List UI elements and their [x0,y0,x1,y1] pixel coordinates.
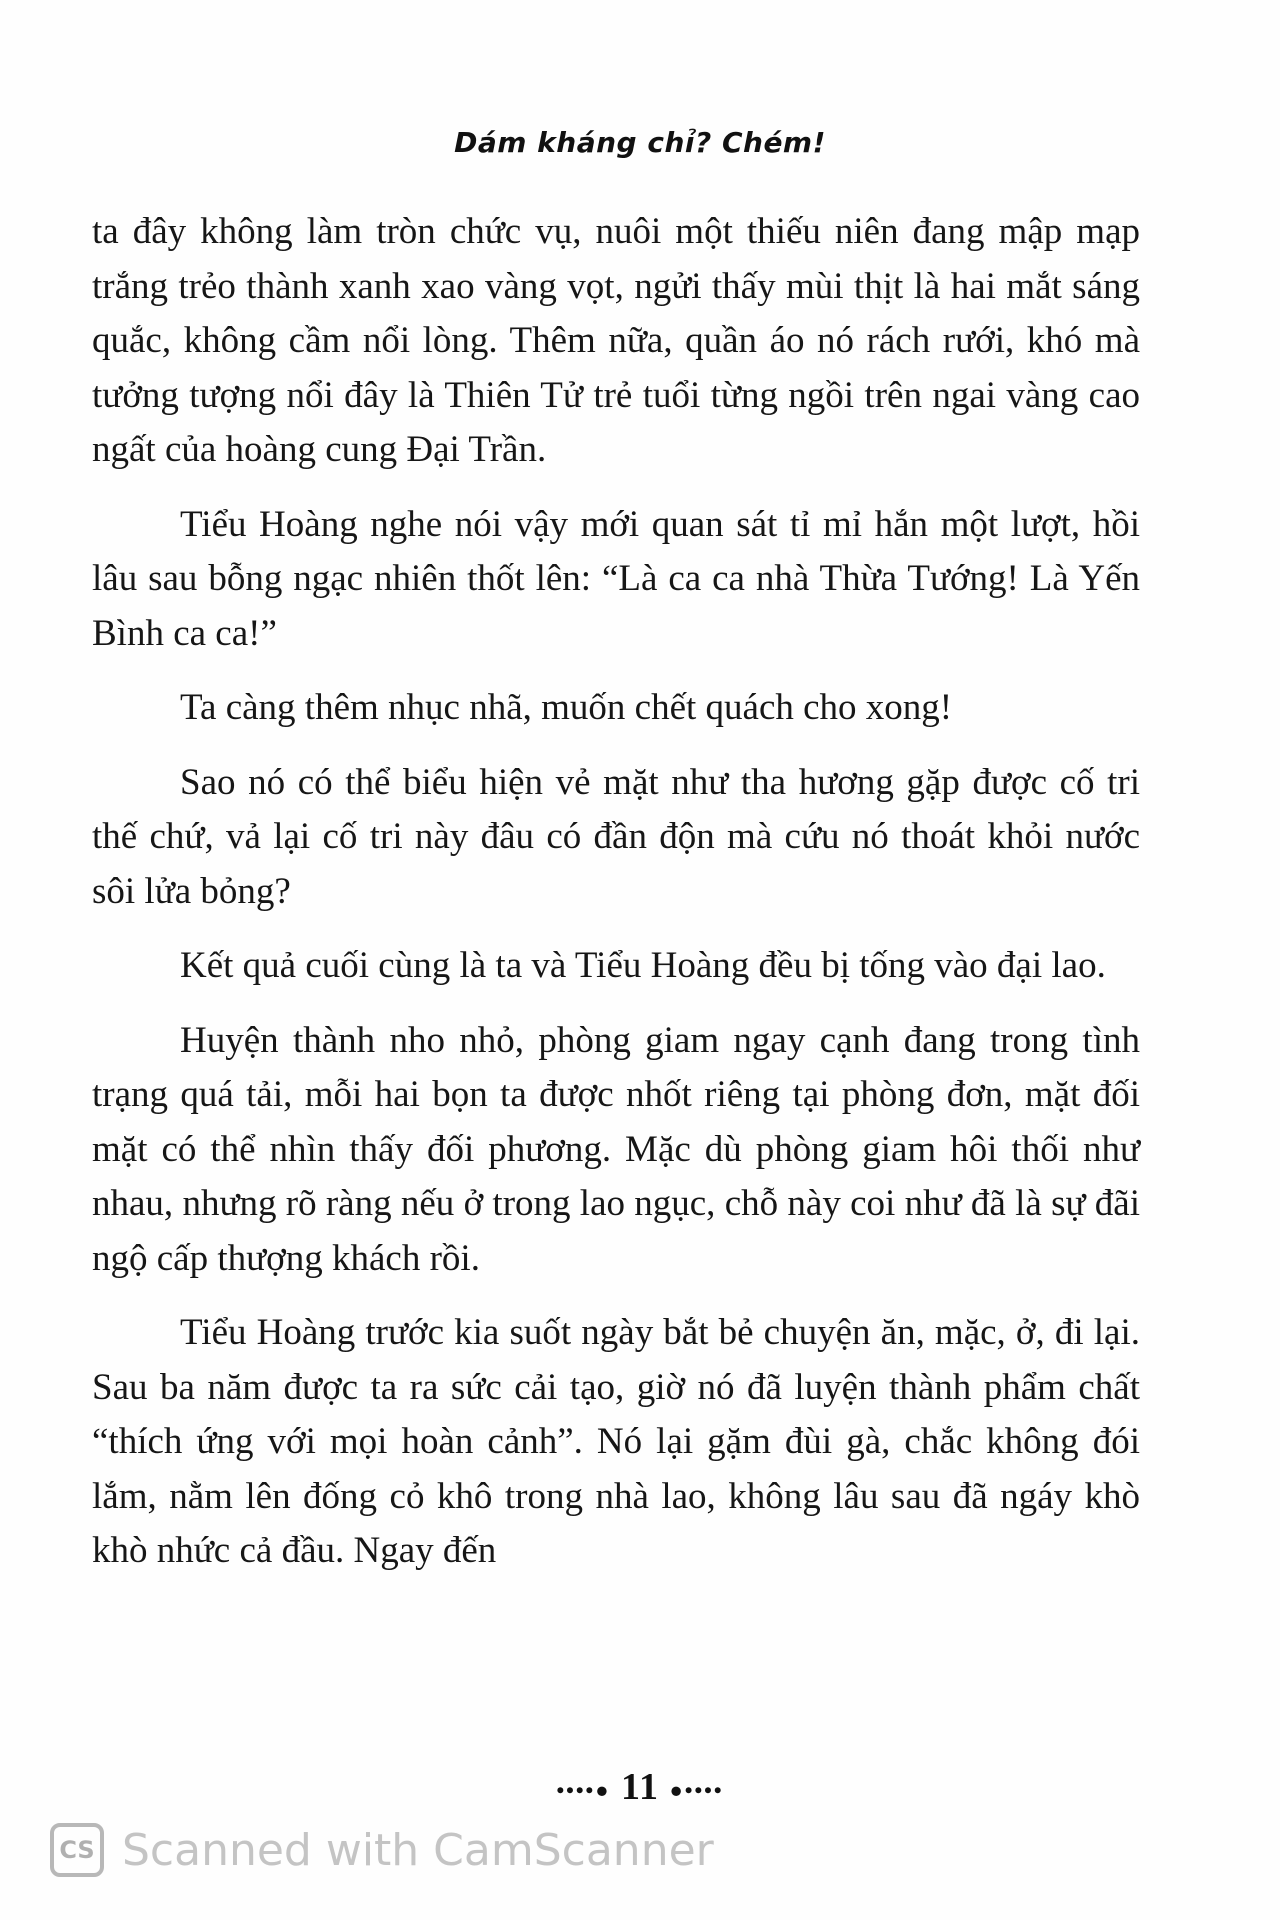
page-number [0,1765,1280,1809]
paragraph-6: Huyện thành nho nhỏ, phòng giam ngay cạnh đang trong tình trạng quá tải, mỗi hai bọn ta được nhốt riêng tại phòng đơn, mặt đối mặt có thể nhìn thấy đối phương. Mặc dù phòng giam hôi thối như nhau, nhưng rõ ràng nếu ở trong lao ngục, chỗ này coi như đã là sự đãi ngộ cấp thượng khách rồi. [92,1019,1140,1279]
camscanner-logo-icon: CS [50,1823,104,1877]
page-number-dots-left: ••••● [556,1777,611,1803]
paragraph-7: Tiểu Hoàng trước kia suốt ngày bắt bẻ chuyện ăn, mặc, ở, đi lại. Sau ba năm được ta ra sức cải tạo, giờ nó đã luyện thành phẩm chất “thích ứng với mọi hoàn cảnh”. Nó lại gặm đùi gà, chắc không đói lắm, nằm lên đống cỏ khô trong nhà lao, không lâu sau đã ngáy khò khò nhức cả đầu. Ngay đến [92,1312,1140,1571]
paragraph-2: Tiểu Hoàng nghe nói vậy mới quan sát tỉ mỉ hắn một lượt, hồi lâu sau bỗng ngạc nhiên thốt lên: “Là ca ca nhà Thừa Tướng! Là Yến Bình ca ca!” [92,503,1140,654]
running-header: Dám kháng chỉ? Chém! [454,126,826,159]
paragraph-4: Sao nó có thể biểu hiện vẻ mặt như tha hương gặp được cố tri thế chứ, vả lại cố tri này đâu có đần độn mà cứu nó thoát khỏi nước sôi lửa bỏng? [92,761,1140,912]
paragraph-3: Ta càng thêm nhục nhã, muốn chết quách cho xong! [180,687,953,728]
watermark-text: Scanned with CamScanner [122,1824,714,1876]
scanner-watermark [50,1818,714,1882]
page-number-value: 11 [621,1766,659,1808]
body-text [92,205,1140,1599]
paragraph-5: Kết quả cuối cùng là ta và Tiểu Hoàng đều bị tống vào đại lao. [180,945,1106,986]
page-number-dots-right: ●•••• [669,1777,724,1803]
paragraph-1: ta đây không làm tròn chức vụ, nuôi một thiếu niên đang mập mạp trắng trẻo thành xanh xao vàng vọt, ngửi thấy mùi thịt là hai mắt sáng quắc, không cầm nổi lòng. Thêm nữa, quần áo nó rách rưới, khó mà tưởng tượng nổi đây là Thiên Tử trẻ tuổi từng ngồi trên ngai vàng cao ngất của hoàng cung Đại Trần. [92,211,1140,470]
